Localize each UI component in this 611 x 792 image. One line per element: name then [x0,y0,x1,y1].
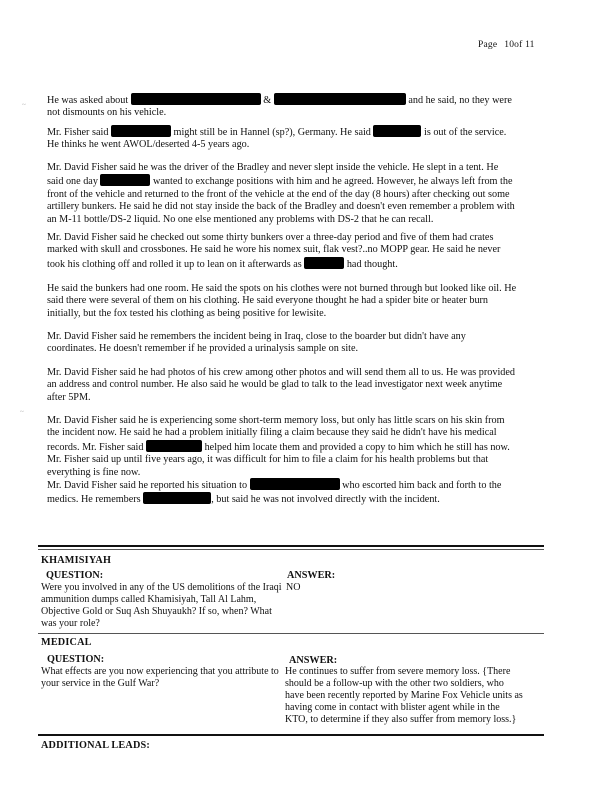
section-divider [38,545,544,547]
paragraph-7: Mr. David Fisher said he had photos of his crew among other photos and will send them all to us. He was provided an address and control number. He also said he would be glad to talk to the lead investigator next week anytime after 5PM. [47,367,515,403]
paragraph-3: Mr. David Fisher said he was the driver of the Bradley and never slept inside the vehicle. He slept in a tent. He said one day wanted to exchange positions with him and he agreed. However, he always left from the front of the vehicle and returned to the front of the vehicle at the end of the day (8 hours) after checking out some artillery bunkers. He said he did not stay inside the back of the Bradley and doesn't even remember a problem with an M-11 bottle/DS-2 liquid. No one else mentioned any problems with DS-2 that he can recall. [47,162,515,225]
page-number [478,39,535,51]
page-value: 10of 11 [504,40,535,50]
question-text: Were you involved in any of the US demolitions of the Iraqi ammunition dumps called Khamisiyah, Tall Al Lahm, Objective Gold or Suq Ash Shuyaukh? If so, when? What was your role? [41,582,282,629]
answer-label: ANSWER: [287,570,336,581]
section-divider [38,734,544,736]
redaction [373,125,421,137]
question-label: QUESTION: [46,570,104,581]
section-title-additional-leads: ADDITIONAL LEADS: [41,740,150,751]
section-title-khamisiyah: KHAMISIYAH [41,555,112,566]
answer-text: NO [286,582,301,593]
section-divider [38,633,544,634]
answer-label: ANSWER: [289,655,338,666]
question-text: What effects are you now experiencing that you attribute to your service in the Gulf War? [41,666,279,689]
question-label: QUESTION: [47,654,105,665]
redaction [131,93,261,105]
paragraph-8: Mr. David Fisher said he is experiencing some short-term memory loss, but only has little scars on his skin from the incident now. He said he had a problem initially filing a claim because they said he didn't have his medical records. Mr. Fisher said helped him locate them and provided a copy to him which he still has now. Mr. Fisher said up until five years ago, it was difficult for him to file a claim for his health problems but that everything is fine now. [47,415,510,478]
paragraph-6: Mr. David Fisher said he remembers the incident being in Iraq, close to the boarder but didn't have any coordinates. He doesn't remember if he provided a urinalysis sample on site. [47,331,466,355]
paragraph-4: Mr. David Fisher said he checked out some thirty bunkers over a three-day period and five of them had crates marked with skull and crossbones. He said he wore his nomex suit, flak vest?..no MOPP gear. He said he never took his clothing off and rolled it up to lean on it afterwards as had thought. [47,232,501,270]
scan-artifact: ~ [20,408,24,416]
redaction [111,125,171,137]
section-title-medical: MEDICAL [41,637,92,648]
section-divider [38,549,544,550]
scan-artifact: ~ [22,101,26,109]
paragraph-2: Mr. Fisher said might still be in Hannel (sp?), Germany. He said is out of the service. He thinks he went AWOL/deserted 4-5 years ago. [47,127,507,151]
paragraph-9: Mr. David Fisher said he reported his situation to who escorted him back and forth to the medics. He remembers , but said he was not involved directly with the incident. [47,480,502,506]
redaction [274,93,406,105]
page-label: Page [478,40,498,50]
redaction [304,257,344,269]
paragraph-1: He was asked about & and he said, no they were not dismounts on his vehicle. [47,95,512,119]
redaction [143,492,211,504]
paragraph-5: He said the bunkers had one room. He said the spots on his clothes were not burned through but looked like oil. He said there were several of them on his clothing. He said everyone thought he had a spider bite or heater burn initially, but the fox tested his clothing as being positive for lewisite. [47,283,517,319]
answer-text: He continues to suffer from severe memory loss. {There should be a follow-up with the other two soldiers, who have been recently reported by Marine Fox Vehicle units as having come in contact with blister agent while in the KTO, to determine if they also suffer from memory loss.} [285,666,523,725]
redaction [250,478,340,490]
redaction [100,174,150,186]
redaction [146,440,202,452]
